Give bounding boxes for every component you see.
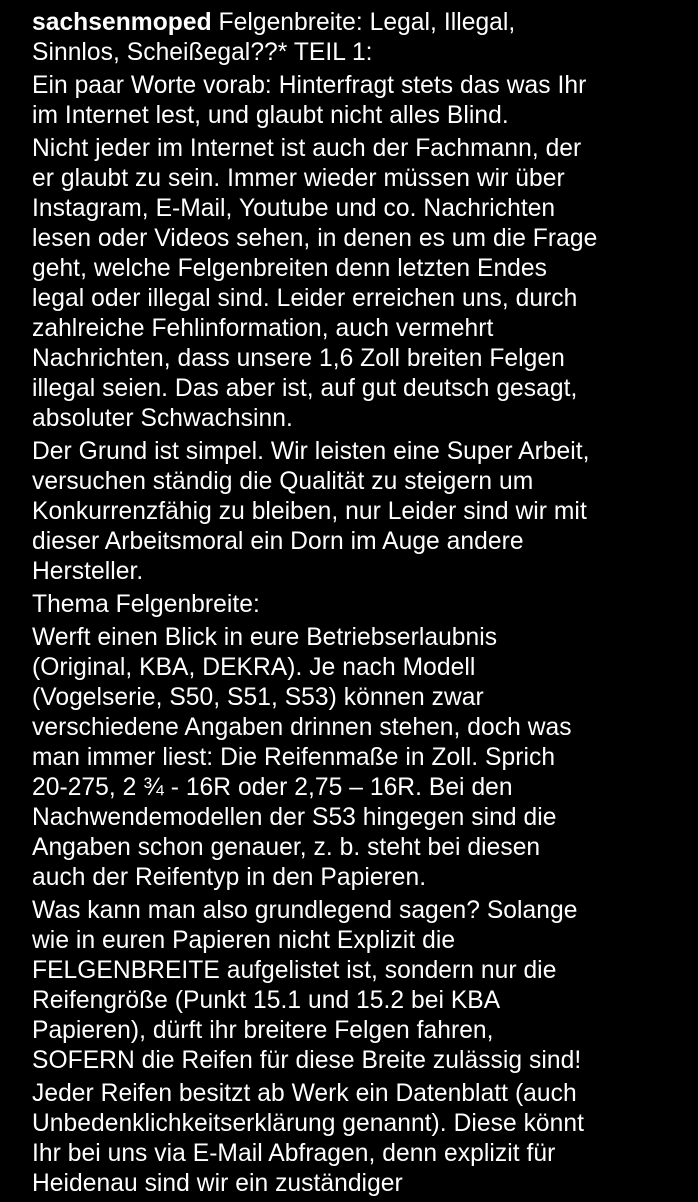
- caption-line: im Internet lest, und glaubt nicht alles Blind.: [32, 102, 509, 129]
- caption-line: Nachwendemodellen der S53 hingegen sind die: [32, 804, 557, 831]
- caption-line: Hersteller.: [32, 558, 144, 585]
- caption-line: absoluter Schwachsinn.: [32, 405, 293, 432]
- caption-paragraph: [32, 590, 682, 620]
- caption-line: legal oder illegal sind. Leider erreichen uns, durch: [32, 285, 578, 312]
- caption-line: Der Grund ist simpel. Wir leisten eine Super Arbeit,: [32, 438, 590, 465]
- caption-title: [32, 8, 682, 68]
- caption-line: lesen oder Videos sehen, in denen es um die Frage: [32, 225, 598, 252]
- caption-paragraph: [32, 437, 682, 587]
- caption-line: Nachrichten, dass unsere 1,6 Zoll breiten Felgen: [32, 345, 565, 372]
- caption-line: Instagram, E-Mail, Youtube und co. Nachrichten: [32, 195, 556, 222]
- caption-line: Angaben schon genauer, z. b. steht bei diesen: [32, 834, 541, 861]
- caption-paragraph: [32, 896, 682, 1076]
- caption-title-line: [32, 8, 682, 38]
- caption-line: man immer liest: Die Reifenmaße in Zoll. Sprich: [32, 744, 556, 771]
- caption-line: Konkurrenzfähig zu bleiben, nur Leider sind wir mit: [32, 498, 587, 525]
- caption-line: 20-275, 2 ¾ - 16R oder 2,75 – 16R. Bei den: [32, 774, 513, 801]
- caption-paragraph: [32, 623, 682, 893]
- caption-line: Unbedenklichkeitserklärung genannt). Diese könnt: [32, 1110, 584, 1137]
- caption-title-text: Felgenbreite: Legal, Illegal,: [211, 9, 516, 36]
- caption-line: er glaubt zu sein. Immer wieder müssen wir über: [32, 165, 565, 192]
- caption-line: auch der Reifentyp in den Papieren.: [32, 864, 427, 891]
- username-link[interactable]: sachsenmoped: [32, 9, 212, 36]
- caption-line: verschiedene Angaben drinnen stehen, doch was: [32, 714, 572, 741]
- caption-paragraph: [32, 134, 682, 434]
- caption-line: Papieren), dürft ihr breitere Felgen fahren,: [32, 1017, 494, 1044]
- caption-title-line: Sinnlos, Scheißegal??* TEIL 1:: [32, 39, 373, 66]
- caption-line: Was kann man also grundlegend sagen? Solange: [32, 897, 578, 924]
- caption-line: versuchen ständig die Qualität zu steigern um: [32, 468, 534, 495]
- caption-line: Thema Felgenbreite:: [32, 591, 260, 618]
- caption-line: (Original, KBA, DEKRA). Je nach Modell: [32, 654, 476, 681]
- caption-line: Werft einen Blick in eure Betriebserlaubnis: [32, 624, 498, 651]
- caption-body: [32, 71, 682, 1199]
- caption-line: illegal seien. Das aber ist, auf gut deutsch gesagt,: [32, 375, 578, 402]
- caption-paragraph: [32, 1079, 682, 1199]
- caption-line: geht, welche Felgenbreiten denn letzten Endes: [32, 255, 547, 282]
- caption-line: zahlreiche Fehlinformation, auch vermehrt: [32, 315, 494, 342]
- caption-line: dieser Arbeitsmoral ein Dorn im Auge andere: [32, 528, 524, 555]
- caption-paragraph: [32, 71, 682, 131]
- caption-line: FELGENBREITE aufgelistet ist, sondern nur die: [32, 957, 557, 984]
- caption-line: Jeder Reifen besitzt ab Werk ein Datenblatt (auch: [32, 1080, 577, 1107]
- post-caption: [32, 8, 682, 1202]
- caption-line: Reifengröße (Punkt 15.1 und 15.2 bei KBA: [32, 987, 501, 1014]
- caption-line: SOFERN die Reifen für diese Breite zulässig sind!: [32, 1047, 582, 1074]
- caption-line: Ihr bei uns via E-Mail Abfragen, denn explizit für: [32, 1140, 556, 1167]
- caption-line: Nicht jeder im Internet ist auch der Fachmann, der: [32, 135, 582, 162]
- caption-line: (Vogelserie, S50, S51, S53) können zwar: [32, 684, 484, 711]
- caption-line: Ein paar Worte vorab: Hinterfragt stets das was Ihr: [32, 72, 587, 99]
- caption-line: wie in euren Papieren nicht Explizit die: [32, 927, 456, 954]
- caption-line: Heidenau sind wir ein zuständiger: [32, 1170, 403, 1197]
